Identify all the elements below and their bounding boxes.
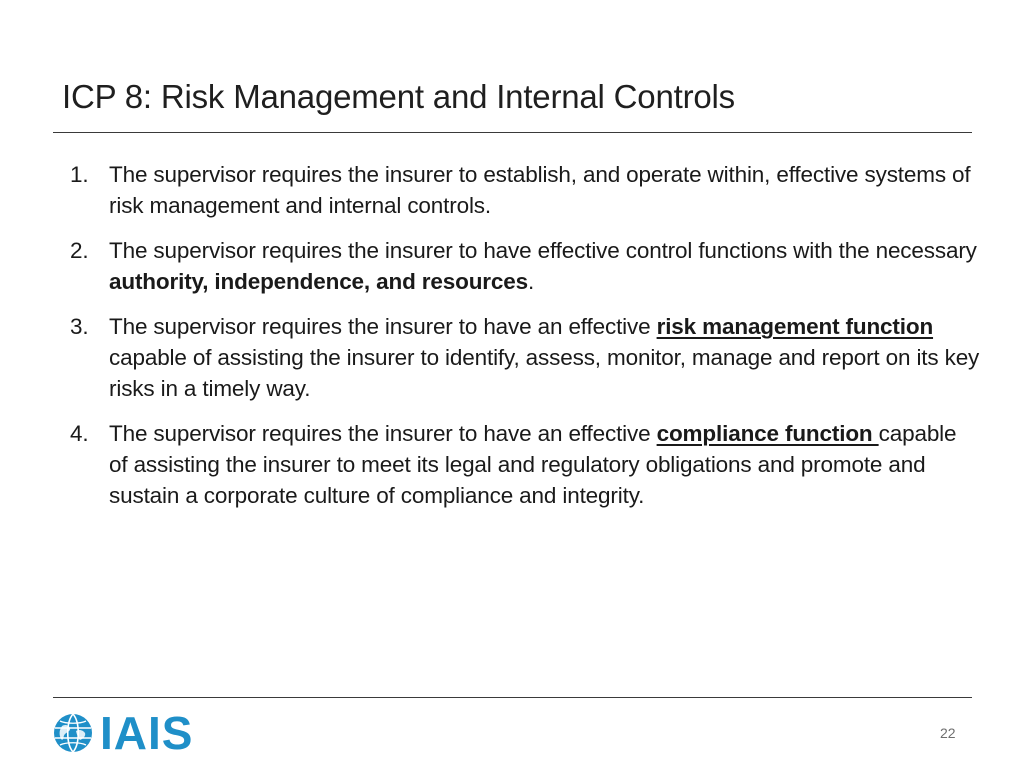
slide-title: ICP 8: Risk Management and Internal Controls	[62, 78, 735, 115]
list-text: The supervisor requires the insurer to have an effective	[109, 314, 657, 339]
list-number: 4.	[70, 421, 89, 446]
emphasis-underlined-text: compliance function	[656, 421, 879, 446]
list-text: The supervisor requires the insurer to establish, and operate within, effective systems of risk management and internal controls.	[109, 162, 971, 218]
list-number: 2.	[70, 238, 89, 263]
list-number: 1.	[70, 162, 89, 187]
globe-icon	[52, 712, 94, 754]
emphasis-text: authority, independence, and resources	[109, 269, 528, 294]
list-text-end: capable of assisting the insurer to meet its legal and regulatory obligations and promote and sustain a corporate culture of compliance and integrity.	[109, 421, 957, 508]
principles-list	[70, 159, 980, 525]
list-item-3	[70, 311, 980, 404]
list-text: The supervisor requires the insurer to have an effective	[109, 421, 657, 446]
list-text-end: capable of assisting the insurer to identify, assess, monitor, manage and report on its key risks in a timely way.	[109, 345, 980, 401]
emphasis-underlined-text: risk management function	[656, 314, 934, 339]
iais-logo	[52, 707, 194, 759]
list-item-2	[70, 235, 980, 297]
list-text-end: .	[528, 269, 535, 294]
list-item-1	[70, 159, 980, 221]
list-item-4	[70, 418, 980, 511]
footer-divider	[53, 697, 972, 698]
title-divider	[53, 132, 972, 133]
page-number: 22	[940, 725, 956, 741]
list-text: The supervisor requires the insurer to have effective control functions with the necessary	[109, 238, 977, 263]
list-number: 3.	[70, 314, 89, 339]
logo-wordmark: IAIS	[100, 707, 194, 759]
